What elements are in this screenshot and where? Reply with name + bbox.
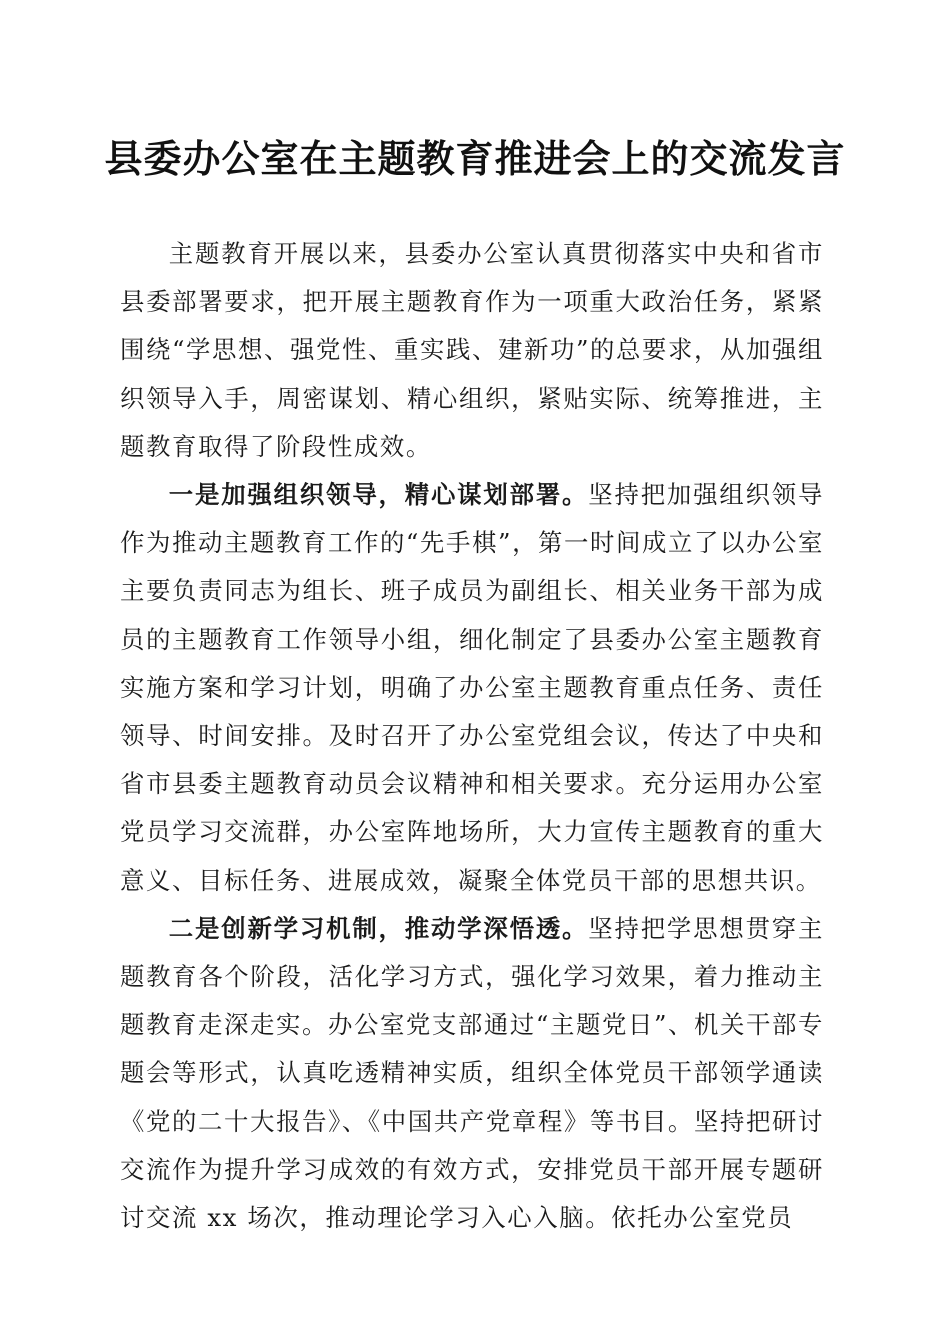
- paragraph-text: 主题教育开展以来，县委办公室认真贯彻落实中央和省市县委部署要求，把开展主题教育作为一项重大政治任务，紧紧围绕“学思想、强党性、重实践、建新功”的总要求，从加强组织领导入手，周密谋划、精心组织，紧贴实际、统筹推进，主题教育取得了阶段性成效。: [120, 239, 824, 461]
- section-paragraph-1: [120, 471, 824, 905]
- section-paragraph-2: [120, 905, 824, 1242]
- document-body: [120, 230, 824, 1242]
- document-title: 县委办公室在主题教育推进会上的交流发言: [104, 136, 846, 181]
- intro-paragraph: [120, 230, 824, 471]
- paragraph-lead: 二是创新学习机制，推动学深悟透。: [168, 913, 589, 943]
- paragraph-lead: 一是加强组织领导，精心谋划部署。: [168, 480, 589, 510]
- paragraph-text: 坚持把加强组织领导作为推动主题教育工作的“先手棋”，第一时间成立了以办公室主要负责同志为组长、班子成员为副组长、相关业务干部为成员的主题教育工作领导小组，细化制定了县委办公室主题教育实施方案和学习计划，明确了办公室主题教育重点任务、责任领导、时间安排。及时召开了办公室党组会议，传达了中央和省市县委主题教育动员会议精神和相关要求。充分运用办公室党员学习交流群，办公室阵地场所，大力宣传主题教育的重大意义、目标任务、进展成效，凝聚全体党员干部的思想共识。: [120, 480, 824, 895]
- paragraph-text: 坚持把学思想贯穿主题教育各个阶段，活化学习方式，强化学习效果，着力推动主题教育走深走实。办公室党支部通过“主题党日”、机关干部专题会等形式，认真吃透精神实质，组织全体党员干部领学通读《党的二十大报告》、《中国共产党章程》等书目。坚持把研讨交流作为提升学习成效的有效方式，安排党员干部开展专题研讨交流 xx 场次，推动理论学习入心入脑。依托办公室党员: [120, 913, 824, 1233]
